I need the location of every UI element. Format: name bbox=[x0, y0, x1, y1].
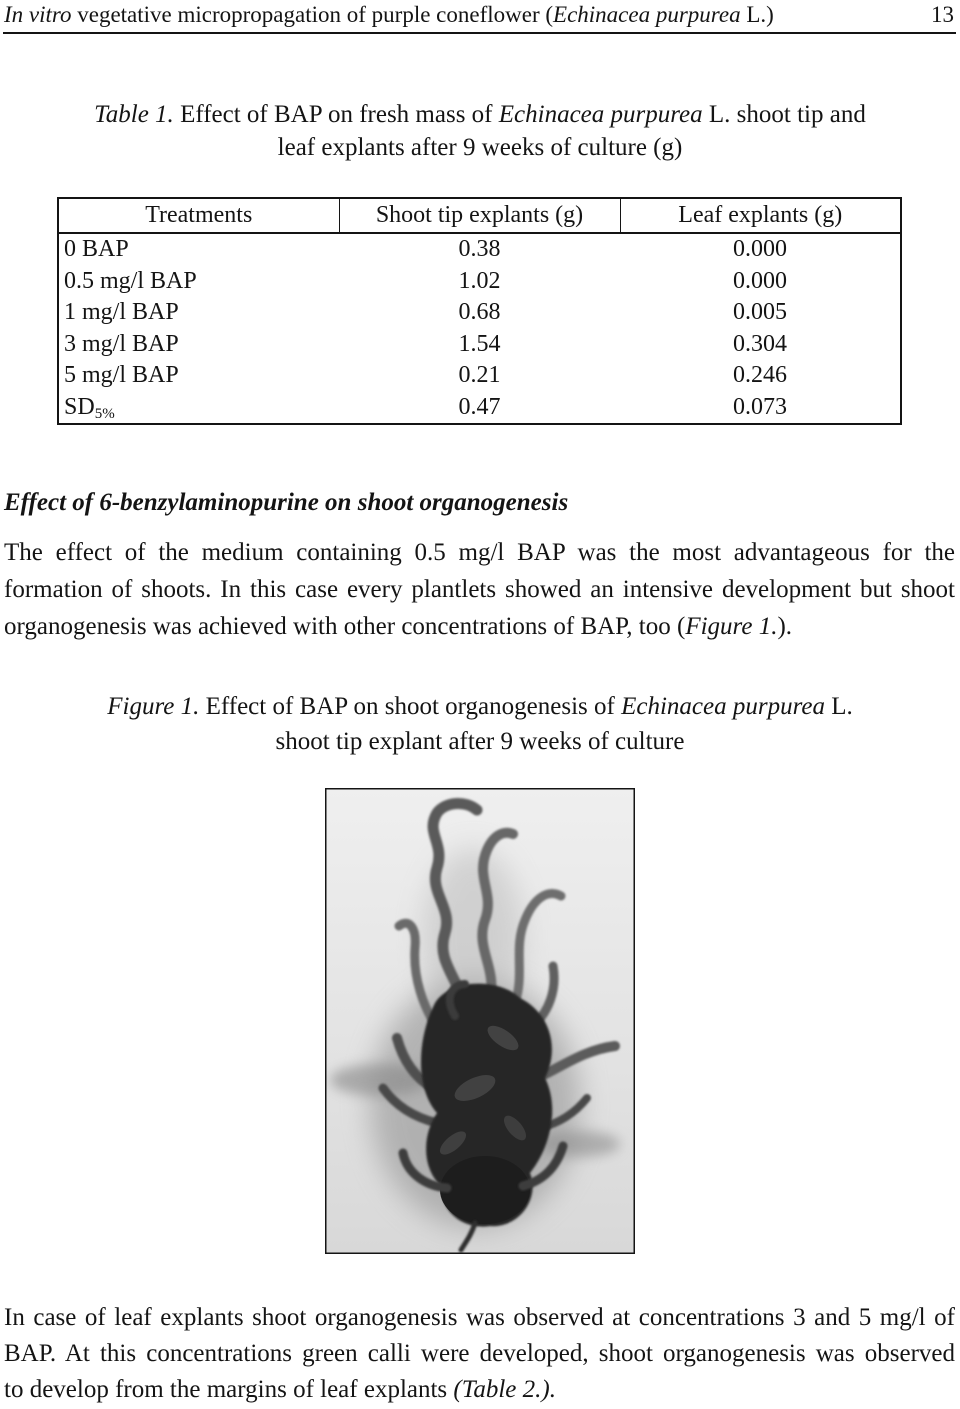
cell-treatment: 5 mg/l BAP bbox=[64, 362, 179, 389]
cell-shoot-tip: 0.68 bbox=[458, 299, 501, 326]
table-caption-species: Echinacea purpurea bbox=[498, 101, 703, 128]
table-header-row bbox=[58, 198, 901, 233]
cell-leaf: 0.246 bbox=[733, 362, 787, 389]
figure-1-photo bbox=[325, 788, 635, 1254]
paragraph-2 bbox=[4, 1300, 955, 1408]
running-title-species: Echinacea purpurea bbox=[553, 2, 741, 27]
cell-leaf: 0.073 bbox=[733, 393, 787, 420]
running-title-italic: In vitro bbox=[4, 2, 72, 27]
column-header-treatments: Treatments bbox=[58, 198, 339, 233]
paragraph-line bbox=[4, 1372, 955, 1408]
table-row-sd bbox=[58, 392, 901, 425]
paragraph-text: organogenesis was achieved with other concentrations of BAP, too ( bbox=[4, 613, 686, 640]
cell-shoot-tip: 0.21 bbox=[458, 362, 501, 389]
table-caption-text: Effect of BAP on fresh mass of bbox=[173, 101, 499, 128]
table-1-caption bbox=[0, 98, 960, 164]
cell-shoot-tip: 0.38 bbox=[458, 236, 501, 263]
sd-label: SD bbox=[64, 393, 95, 420]
sd-subscript: 5% bbox=[94, 405, 115, 422]
section-heading: Effect of 6-benzylaminopurine on shoot organogenesis bbox=[4, 489, 569, 516]
figure-caption-text: Effect of BAP on shoot organogenesis of bbox=[199, 693, 622, 720]
paragraph-1 bbox=[4, 534, 955, 645]
paragraph-line: formation of shoots. In this case every plantlets showed an intensive development but shoot bbox=[4, 576, 955, 603]
paragraph-line: In case of leaf explants shoot organogenesis was observed at concentrations 3 and 5 mg/l of bbox=[4, 1304, 955, 1331]
figure-reference: Figure 1. bbox=[685, 613, 778, 640]
column-header-shoot-tip: Shoot tip explants (g) bbox=[339, 198, 620, 233]
figure-caption-line-2: shoot tip explant after 9 weeks of culture bbox=[275, 728, 685, 755]
table-reference: (Table 2.). bbox=[453, 1376, 556, 1403]
running-title-text: vegetative micropropagation of purple coneflower ( bbox=[71, 2, 554, 27]
paragraph-line bbox=[4, 608, 955, 645]
cell-shoot-tip: 0.47 bbox=[458, 393, 501, 420]
figure-caption-line-1 bbox=[0, 689, 960, 724]
running-title-end: L.) bbox=[740, 2, 774, 27]
cell-treatment: 1 mg/l BAP bbox=[64, 299, 179, 326]
figure-caption-species: Echinacea purpurea bbox=[621, 693, 825, 720]
column-header-leaf: Leaf explants (g) bbox=[620, 198, 901, 233]
cell-shoot-tip: 1.54 bbox=[458, 330, 501, 357]
paragraph-text: to develop from the margins of leaf explants bbox=[4, 1376, 454, 1403]
running-header bbox=[4, 1, 955, 29]
cell-leaf: 0.304 bbox=[733, 330, 787, 357]
cell-leaf: 0.005 bbox=[733, 299, 787, 326]
cell-treatment: 0 BAP bbox=[64, 236, 129, 263]
cell-treatment: 0.5 mg/l BAP bbox=[64, 267, 197, 294]
plant-base-lower bbox=[440, 1156, 530, 1224]
header-rule bbox=[3, 32, 956, 34]
page-number: 13 bbox=[931, 2, 954, 27]
cell-treatment: 3 mg/l BAP bbox=[64, 330, 179, 357]
table-row bbox=[58, 329, 901, 361]
figure-1-caption bbox=[0, 689, 960, 759]
cell-shoot-tip: 1.02 bbox=[458, 267, 501, 294]
figure-1-photo-svg bbox=[325, 788, 635, 1254]
table-caption-line-1 bbox=[0, 98, 960, 131]
cell-treatment-sd bbox=[58, 392, 339, 425]
table-caption-text-end: L. shoot tip and bbox=[702, 101, 866, 128]
table-1 bbox=[57, 197, 902, 425]
paragraph-text-end: ). bbox=[777, 613, 793, 640]
cell-leaf: 0.000 bbox=[733, 267, 787, 294]
table-row bbox=[58, 233, 901, 266]
figure-label: Figure 1. bbox=[107, 693, 200, 720]
table-row bbox=[58, 297, 901, 329]
cell-leaf: 0.000 bbox=[733, 236, 787, 263]
table-label: Table 1. bbox=[94, 101, 174, 128]
table-row bbox=[58, 360, 901, 392]
table-row bbox=[58, 266, 901, 298]
paragraph-line: The effect of the medium containing 0.5 mg/l BAP was the most advantageous for the bbox=[4, 539, 955, 566]
table-caption-line-2: leaf explants after 9 weeks of culture (g) bbox=[277, 134, 683, 161]
plant-shadow-right bbox=[540, 1131, 620, 1157]
figure-caption-text-end: L. bbox=[824, 693, 853, 720]
paragraph-line: BAP. At this concentrations green calli were developed, shoot organogenesis was observed bbox=[4, 1340, 955, 1367]
